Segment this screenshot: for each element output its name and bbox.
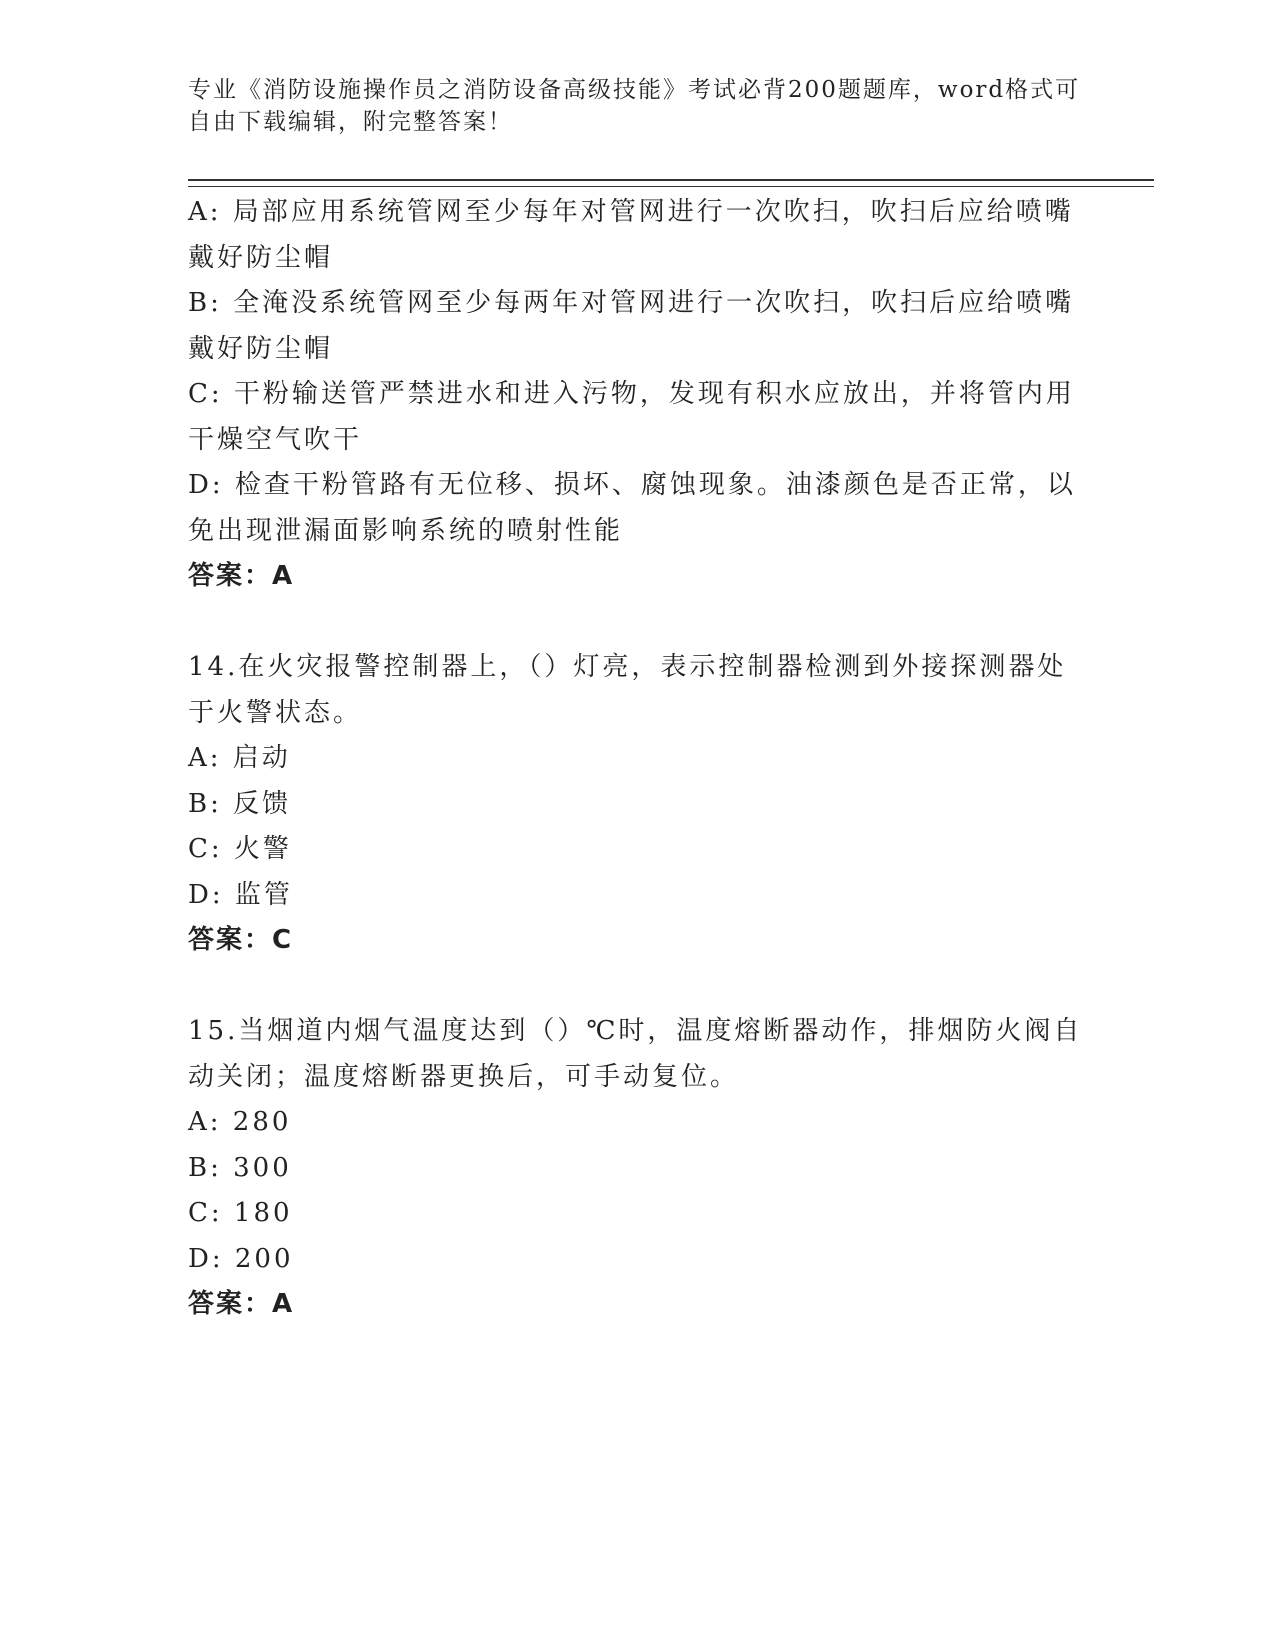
q14-option-b: B: 反馈 (188, 788, 292, 819)
q13-option-c-line-1: C: 干粉输送管严禁进水和进入污物，发现有积水应放出，并将管内用 (188, 379, 1075, 409)
q13-option-a-line-2: 戴好防尘帽 (188, 242, 334, 273)
q15-option-d: D: 200 (188, 1243, 294, 1274)
q13-option-d-line-2: 免出现泄漏面影响系统的喷射性能 (188, 515, 624, 546)
spacer (188, 964, 1088, 1010)
header-line-2: 自由下载编辑，附完整答案！ (188, 109, 513, 135)
q13-option-b-line-1: B: 全淹没系统管网至少每两年对管网进行一次吹扫，吹扫后应给喷嘴 (188, 288, 1075, 318)
document-header (188, 74, 1081, 138)
header-divider (188, 179, 1154, 187)
q15-option-a: A: 280 (188, 1107, 292, 1137)
q15-stem-line-2: 动关闭；温度熔断器更换后，可手动复位。 (188, 1061, 740, 1092)
question-14 (188, 645, 1088, 964)
question-13-options (188, 190, 1088, 600)
question-15 (188, 1009, 1088, 1328)
q13-option-d-line-1: D: 检查干粉管路有无位移、损坏、腐蚀现象。油漆颜色是否正常，以 (188, 470, 1076, 500)
q13-option-b-line-2: 戴好防尘帽 (188, 333, 334, 364)
header-line-1: 专业《消防设施操作员之消防设备高级技能》考试必背200题题库，word格式可 (188, 77, 1081, 103)
q14-answer: 答案：C (188, 925, 294, 955)
q13-option-c-line-2: 干燥空气吹干 (188, 424, 363, 455)
q14-option-d: D: 监管 (188, 879, 293, 910)
q14-stem-line-1: 14.在火灾报警控制器上，（）灯亮，表示控制器检测到外接探测器处 (188, 652, 1067, 682)
q14-option-c: C: 火警 (188, 834, 292, 864)
q15-option-c: C: 180 (188, 1198, 293, 1228)
q15-answer: 答案：A (188, 1289, 295, 1319)
q15-option-b: B: 300 (188, 1152, 292, 1183)
spacer (188, 600, 1088, 646)
q13-answer: 答案：A (188, 561, 295, 591)
q15-stem-line-1: 15.当烟道内烟气温度达到（）℃时，温度熔断器动作，排烟防火阀自 (188, 1016, 1083, 1046)
q14-stem-line-2: 于火警状态。 (188, 697, 363, 728)
question-content (188, 190, 1088, 1328)
q13-option-a-line-1: A: 局部应用系统管网至少每年对管网进行一次吹扫，吹扫后应给喷嘴 (188, 197, 1074, 227)
q14-option-a: A: 启动 (188, 743, 291, 773)
